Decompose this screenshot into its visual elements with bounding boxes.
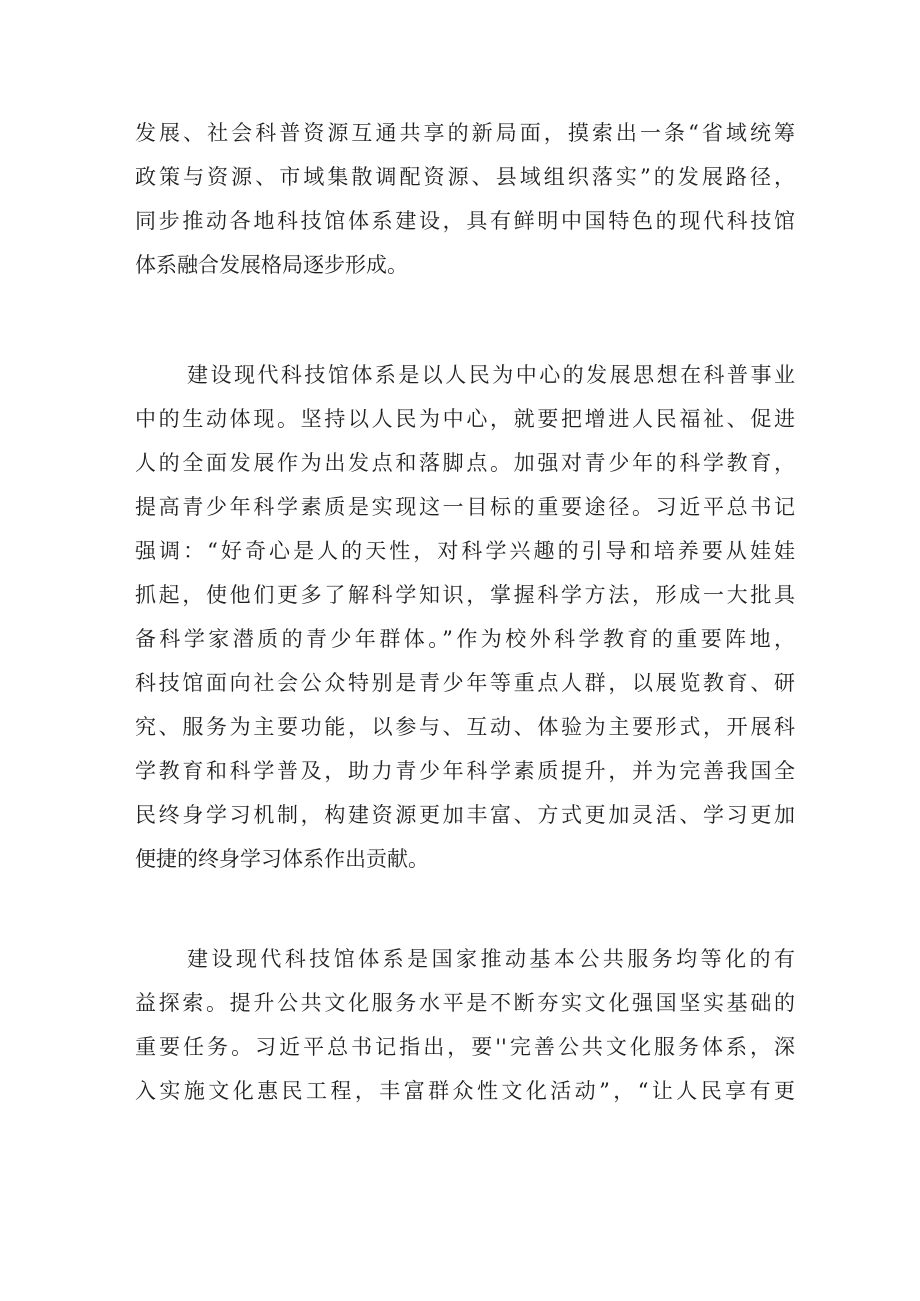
paragraph-2 <box>135 353 795 881</box>
text-line: 建设现代科技馆体系是以人民为中心的发展思想在科普事业 <box>187 363 795 387</box>
text-line: 便捷的终身学习体系作出贡献。 <box>135 847 429 871</box>
text-line: 科技馆面向社会公众特别是青少年等重点人群，以展览教育、研 <box>135 671 795 695</box>
text-line: 政策与资源、市域集散调配资源、县域组织落实”的发展路径， <box>135 165 795 189</box>
text-line: 究、服务为主要功能，以参与、互动、体验为主要形式，开展科 <box>135 715 795 739</box>
text-line: 建设现代科技馆体系是国家推动基本公共服务均等化的有 <box>187 947 795 971</box>
text-line: 益探索。提升公共文化服务水平是不断夯实文化强国坚实基础的 <box>135 991 795 1015</box>
text-line: 发展、社会科普资源互通共享的新局面，摸索出一条“省域统筹 <box>135 121 795 145</box>
text-line: 中的生动体现。坚持以人民为中心，就要把增进人民福祉、促进 <box>135 407 795 431</box>
text-line: 民终身学习机制，构建资源更加丰富、方式更加灵活、学习更加 <box>135 803 795 827</box>
text-line: 体系融合发展格局逐步形成。 <box>135 253 408 277</box>
text-line: 强调：“好奇心是人的天性，对科学兴趣的引导和培养要从娃娃 <box>135 539 795 563</box>
text-line: 重要任务。习近平总书记指出，要''完善公共文化服务体系，深 <box>135 1035 795 1059</box>
text-line: 学教育和科学普及，助力青少年科学素质提升，并为完善我国全 <box>135 759 795 783</box>
paragraph-3 <box>135 937 795 1113</box>
text-line: 提高青少年科学素质是实现这一目标的重要途径。习近平总书记 <box>135 495 795 519</box>
text-line: 人的全面发展作为出发点和落脚点。加强对青少年的科学教育， <box>135 451 795 475</box>
text-line: 抓起，使他们更多了解科学知识，掌握科学方法，形成一大批具 <box>135 583 795 607</box>
paragraph-1 <box>135 111 795 287</box>
text-line: 备科学家潜质的青少年群体。”作为校外科学教育的重要阵地， <box>135 627 795 651</box>
text-line: 入实施文化惠民工程，丰富群众性文化活动”，“让人民享有更 <box>135 1079 795 1103</box>
text-line: 同步推动各地科技馆体系建设，具有鲜明中国特色的现代科技馆 <box>135 209 795 233</box>
